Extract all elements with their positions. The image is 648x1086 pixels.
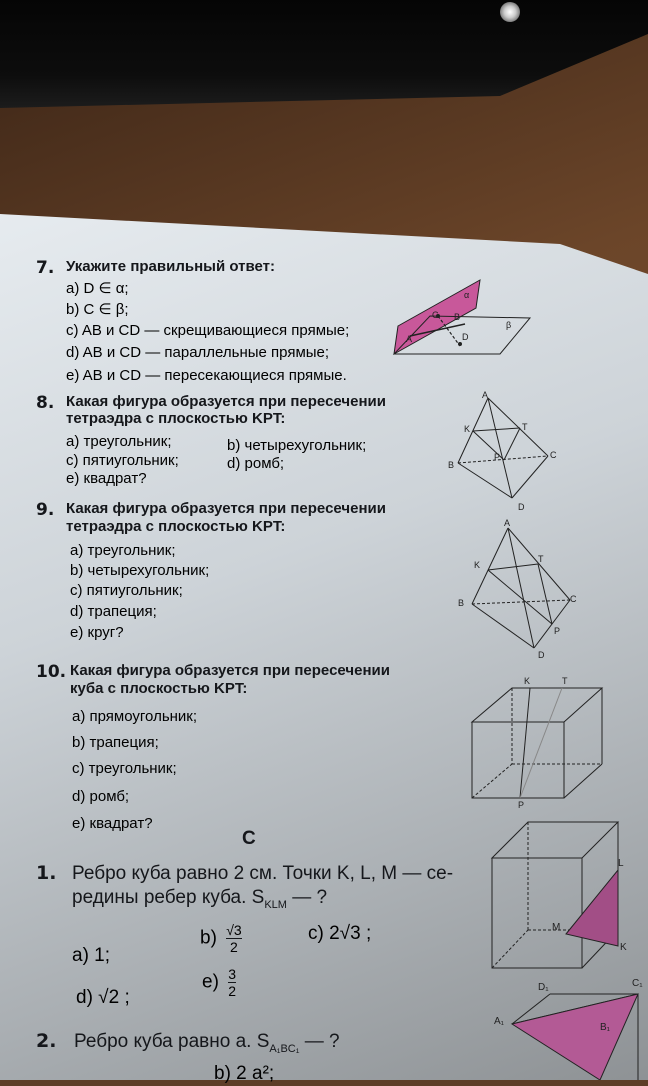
q9-option-a[interactable]: a) треугольник; <box>70 542 176 559</box>
label-P: P <box>554 626 561 636</box>
q10-option-b[interactable]: b) трапеция; <box>72 734 159 751</box>
label-T: T <box>522 422 528 432</box>
q10-option-a[interactable]: a) прямоугольник; <box>72 708 198 725</box>
label-D: D <box>462 332 469 342</box>
question-number: 9. <box>36 500 55 520</box>
label-B: B <box>454 312 461 322</box>
q8-option-d[interactable]: d) ромб; <box>227 455 285 472</box>
c2-option-b[interactable]: b) 2 a²; <box>214 1063 275 1084</box>
label-D: D <box>538 650 545 660</box>
planes-figure <box>390 278 540 358</box>
question-stem-line-2: тетраэдра с плоскостью KPT: <box>66 518 286 535</box>
label-C1: C₁ <box>632 978 643 989</box>
c1-option-e[interactable]: e) $\frac{3}{2}$ <box>202 966 236 999</box>
question-number: 1. <box>36 862 57 884</box>
label-L: L <box>618 858 624 869</box>
cube-figure-10 <box>462 672 622 812</box>
q9-option-b[interactable]: b) четырехугольник; <box>70 562 210 579</box>
question-number: 2. <box>36 1030 57 1052</box>
label-P: P <box>494 452 501 462</box>
question-stem-line-2: редины ребер куба. $S_{KLM}$ — ? <box>72 887 328 911</box>
c1-option-c[interactable]: c) 2√3 ; <box>308 923 372 944</box>
label-B1: B₁ <box>600 1022 611 1033</box>
label-K: K <box>464 424 471 434</box>
q7-option-b[interactable]: b) C ∈ β; <box>66 301 129 318</box>
label-C: C <box>432 310 439 320</box>
label-A1: A₁ <box>494 1016 505 1027</box>
label-B: B <box>458 598 465 608</box>
cube-figure-c1 <box>486 818 636 978</box>
label-A: A <box>406 334 413 344</box>
question-stem: Укажите правильный ответ: <box>66 258 275 275</box>
question-stem-line-1: Какая фигура образуется при пересечении <box>66 393 386 410</box>
label-D1: D₁ <box>538 982 549 993</box>
label-alpha: α <box>464 290 470 300</box>
label-M: M <box>552 922 561 933</box>
label-A: A <box>504 518 511 528</box>
q8-option-e[interactable]: e) квадрат? <box>66 470 147 487</box>
q7-option-e[interactable]: e) AB и CD — пересекающиеся прямые. <box>66 367 347 384</box>
label-T: T <box>538 554 544 564</box>
q7-option-c[interactable]: c) AB и CD — скрещивающиеся прямые; <box>66 322 350 339</box>
q10-option-c[interactable]: c) треугольник; <box>72 760 177 777</box>
q7-option-d[interactable]: d) AB и CD — параллельные прямые; <box>66 344 330 361</box>
label-beta: β <box>506 320 512 330</box>
question-stem-line-1: Какая фигура образуется при пересечении <box>70 662 390 679</box>
label-P: P <box>518 800 525 810</box>
q8-option-b[interactable]: b) четырехугольник; <box>227 437 367 454</box>
q10-option-e[interactable]: e) квадрат? <box>72 815 153 832</box>
q8-option-a[interactable]: a) треугольник; <box>66 433 172 450</box>
question-stem-line-2: тетраэдра с плоскостью KPT: <box>66 410 286 427</box>
label-K: K <box>524 676 531 686</box>
label-T: T <box>562 676 568 686</box>
section-letter: C <box>242 828 256 849</box>
q8-option-c[interactable]: c) пятиугольник; <box>66 452 179 469</box>
label-B: B <box>448 460 455 470</box>
label-K: K <box>620 942 627 953</box>
c1-option-a[interactable]: a) 1; <box>72 945 111 966</box>
tetrahedron-figure-8 <box>440 388 570 516</box>
question-number: 10. <box>36 662 67 682</box>
question-stem-line-2: куба с плоскостью KPT: <box>70 680 248 697</box>
label-C: C <box>550 450 557 460</box>
q9-option-d[interactable]: d) трапеция; <box>70 603 157 620</box>
question-stem-line-1: Ребро куба равно 2 см. Точки K, L, M — се- <box>72 863 454 884</box>
label-K: K <box>474 560 481 570</box>
question-stem-line-1: Какая фигура образуется при пересечении <box>66 500 386 517</box>
q9-option-e[interactable]: e) круг? <box>70 624 124 641</box>
label-A: A <box>482 390 489 400</box>
cube-figure-c2 <box>490 968 648 1080</box>
label-C: C <box>570 594 577 604</box>
q7-option-a[interactable]: a) D ∈ α; <box>66 280 129 297</box>
question-stem: Ребро куба равно a. $S_{A_1BC_1}$ — ? <box>74 1031 340 1055</box>
question-number: 7. <box>36 258 55 278</box>
tetrahedron-figure-9 <box>452 518 592 663</box>
q9-option-c[interactable]: c) пятиугольник; <box>70 582 183 599</box>
c1-option-b[interactable]: b) $\frac{√3}{2}$ <box>200 922 242 955</box>
label-D: D <box>518 502 525 512</box>
q10-option-d[interactable]: d) ромб; <box>72 788 130 805</box>
question-number: 8. <box>36 393 55 413</box>
c1-option-d[interactable]: d) √2 ; <box>76 987 130 1008</box>
